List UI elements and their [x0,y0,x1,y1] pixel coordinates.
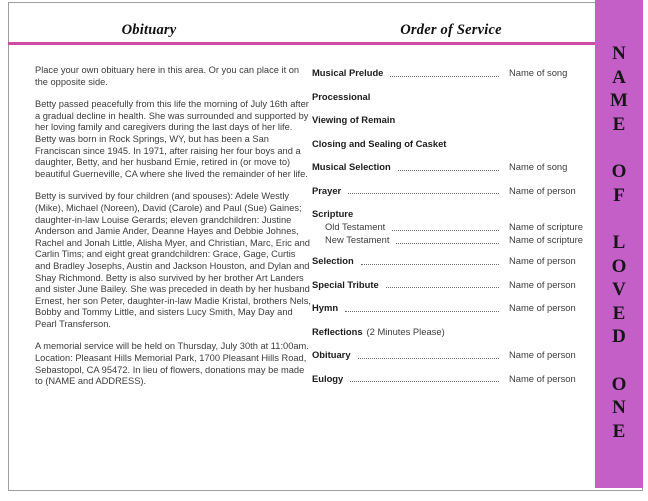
order-item-value: Name of person [509,349,576,360]
order-item-label: Closing and Sealing of Casket [312,137,447,149]
order-item-value: Name of person [509,255,576,266]
order-item-label: Processional [312,90,371,102]
order-of-service-title: Order of Service [400,22,502,38]
order-item-value: Name of person [509,302,576,313]
sidebar-letter: O [611,373,627,395]
sidebar-letter: E [612,302,626,324]
order-item-label: Reflections [312,325,363,337]
order-item [312,372,589,385]
order-item-label: Obituary [312,349,351,360]
obituary-title: Obituary [121,22,177,38]
order-item [312,278,589,291]
dot-leader [345,311,499,312]
order-item-value: Name of person [509,372,576,384]
order-subitem [312,233,589,246]
header-accent-line [8,42,595,45]
order-item [312,207,589,220]
order-item-label: Eulogy [312,372,344,384]
dot-leader [386,287,499,288]
order-item-value: Name of scripture [509,221,583,232]
sidebar-letter: O [611,255,627,277]
order-item-value: Name of person [509,278,576,290]
sidebar-word [612,160,627,207]
dot-leader [361,264,499,265]
sidebar-letter: E [612,113,626,135]
order-item [312,301,589,314]
sidebar-letter: F [613,184,625,206]
obituary-paragraph: A memorial service will be held on Thursday, July 30th at 11:00am. Location: Pleasant Hills Memorial Park, 1700 Pleasant Hills Road, Sebastopol, CA 95472. In lieu of flowers, donations may be made to (NAME and ADDRESS). [35,341,309,387]
order-item-label: Hymn [312,302,339,313]
sidebar-letter: A [612,66,626,88]
sidebar-letter: N [612,397,626,418]
dot-leader [392,230,499,231]
order-item-label: Special Tribute [312,278,379,290]
order-item-value: Name of scripture [509,234,583,245]
obituary-paragraph: Betty passed peacefully from this life the morning of July 16th after a gradual decline in health. She was surrounded and supported by her loving family and caregivers during the last days of her life. Betty was born in Rock Springs, WY, but has been a San Franciscan since 1945. In 1971, after raising her four boys and a daughter, Betty, and her husband Ernie, retired in (or move to) beautiful Guerneville, CA where she lived the remainder of her life. [35,99,309,179]
sidebar-word [612,373,627,444]
sidebar-letter: O [611,161,627,182]
order-item-note: (2 Minutes Please) [366,325,445,337]
obituary-paragraph: Betty is survived by four children (and spouses): Adele Westly (Mike), Michael (Noreen), David (Carole) and Paul (Sue) Gaines; daughter-in-law Louise Gerards; eleven grandchildren: Justine Anderson and Jamie Ander, Deanne Hayes and Debbie Johnes, Rachel and Jonah Little, Alisha Myer, and Christian, Marc, Eric and Carlin Tims; and eight great grandchildren: Grace, Gage, Curtis and Bradley Josephs, Austin and Jackson Houston, and Dylan and Shay Richmond. Betty is also survived by her brother Art Landers and sister June Bailey. She was preceded in death by her husband Ernest, her son Peter, daughter-in-law Madie Kristal, brothers Nels, Bobby and Tommy Little, and sisters Lucy Smith, May Day and Pearl Transferson. [35,191,311,329]
dot-leader [396,243,499,244]
dot-leader [390,76,499,77]
name-sidebar [595,0,643,488]
sidebar-letter: D [612,326,626,347]
sidebar-letter: M [610,90,628,111]
order-item-label: Prayer [312,184,342,196]
dot-leader [350,381,499,382]
order-item-label: Viewing of Remain [312,114,396,125]
order-item-label: Selection [312,255,354,266]
order-item [312,113,589,126]
obituary-paragraph: Place your own obituary here in this area. Or you can place it on the opposite side. [35,65,300,87]
dot-leader [358,358,499,359]
order-item-label: New Testament [325,234,390,245]
dot-leader [398,170,499,171]
sidebar-letter: E [612,420,626,442]
order-item [312,348,589,361]
order-subitem [312,220,589,233]
order-subgroup [312,220,589,246]
obituary-text-block [35,65,313,399]
sidebar-word [610,42,628,136]
order-item [312,66,589,79]
order-item-value: Name of song [509,67,568,78]
order-item-label: Old Testament [325,221,386,232]
sidebar-word [612,231,627,349]
order-item [312,184,589,197]
order-item-label: Musical Selection [312,161,391,172]
order-of-service-list [312,66,589,395]
order-item [312,137,589,150]
dot-leader [348,193,499,194]
order-item-value: Name of song [509,161,568,172]
order-item-label: Musical Prelude [312,67,384,78]
order-item [312,160,589,173]
order-item [312,325,589,338]
sidebar-letter: N [612,43,626,64]
order-item-value: Name of person [509,184,576,196]
order-item-label: Scripture [312,208,354,219]
order-item [312,254,589,267]
sidebar-letter: V [612,279,626,300]
order-item [312,90,589,103]
sidebar-letter: L [612,232,626,253]
